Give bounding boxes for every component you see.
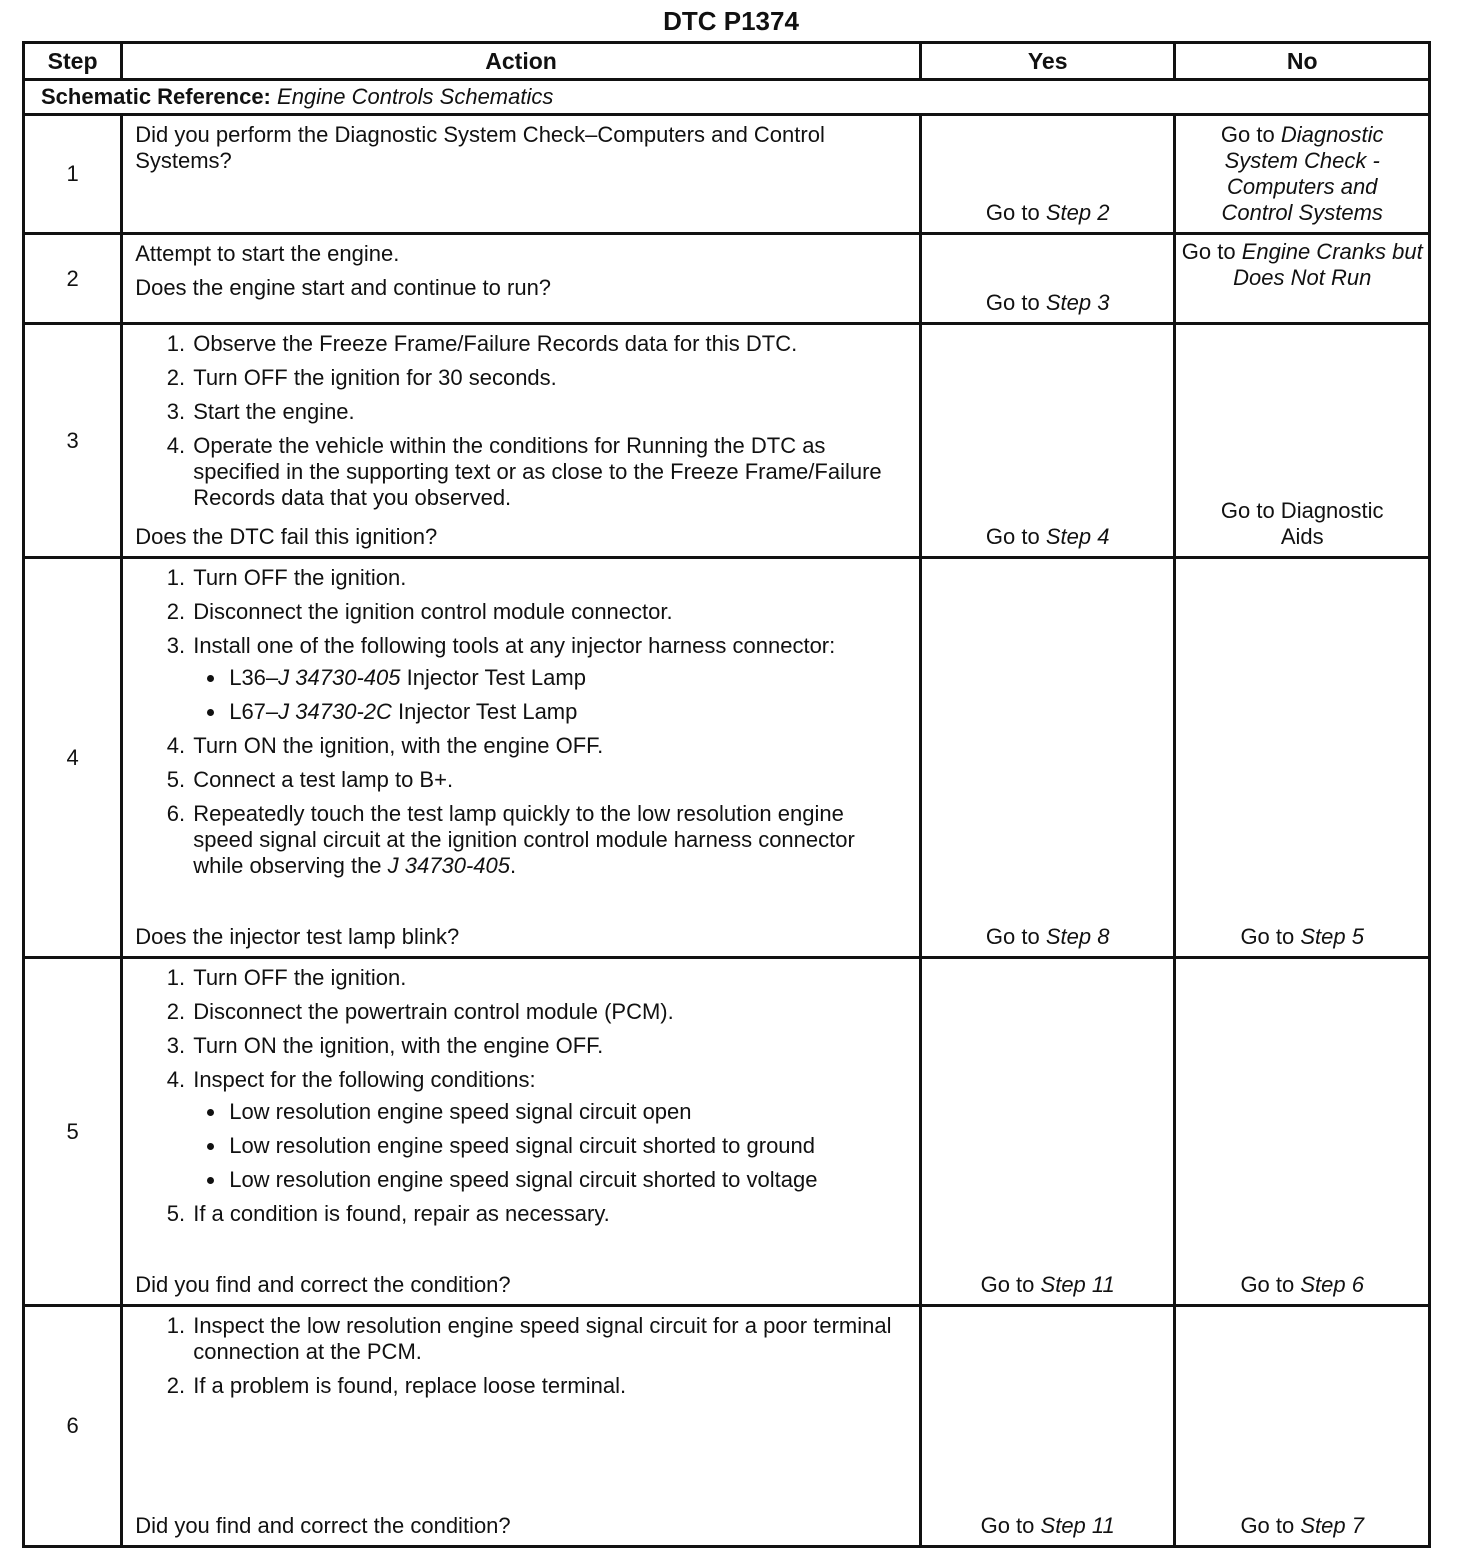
no-cell[interactable] [1175, 958, 1430, 1306]
tool-list [193, 665, 909, 725]
step-number: 1 [24, 115, 122, 234]
no-prefix: Go to [1240, 1272, 1295, 1297]
no-prefix: Go to [1240, 1513, 1295, 1538]
action-cell [122, 115, 921, 234]
yes-prefix: Go to [985, 524, 1040, 549]
condition-item: • Low resolution engine speed signal circuit shorted to ground [227, 1133, 909, 1159]
table-row [24, 115, 1430, 234]
yes-prefix: Go to [985, 290, 1040, 315]
condition-list [193, 1099, 909, 1193]
procedure-list [135, 331, 909, 519]
action-cell [122, 558, 921, 958]
list-item: 2. Disconnect the powertrain control module (PCM). [191, 999, 909, 1025]
list-item-text: Inspect for the following conditions: [193, 1067, 536, 1092]
action-question: Did you find and correct the condition? [135, 1513, 511, 1538]
list-item: 6. Repeatedly touch the test lamp quickly to the low resolution engine speed signal circuit at the ignition control module harness connector while observing the J 34730-405. [191, 801, 909, 879]
step-number: 3 [24, 324, 122, 558]
action-text: Attempt to start the engine. [135, 241, 400, 266]
no-cell[interactable] [1175, 558, 1430, 958]
yes-target-link[interactable]: Step 11 [1040, 1513, 1115, 1538]
schematic-link[interactable]: Engine Controls Schematics [277, 84, 554, 109]
schematic-label: Schematic Reference: [41, 84, 271, 109]
yes-prefix: Go to [985, 200, 1040, 225]
action-question: Does the DTC fail this ignition? [135, 524, 438, 549]
list-item: 4. Turn ON the ignition, with the engine OFF. [191, 733, 909, 759]
tool-number: J 34730-2C [278, 699, 392, 724]
header-no: No [1175, 43, 1430, 80]
table-row [24, 558, 1430, 958]
procedure-list [135, 565, 909, 887]
yes-prefix: Go to [985, 924, 1040, 949]
yes-prefix: Go to [980, 1513, 1035, 1538]
list-item: 4. Operate the vehicle within the conditions for Running the DTC as specified in the supporting text or as close to the Freeze Frame/Failure Records data that you observed. [191, 433, 909, 511]
list-item: 2. Disconnect the ignition control module connector. [191, 599, 909, 625]
list-item-text: Install one of the following tools at any injector harness connector: [193, 633, 836, 658]
yes-cell[interactable] [920, 958, 1175, 1306]
condition-item: • Low resolution engine speed signal circuit shorted to voltage [227, 1167, 909, 1193]
list-item: 3. Turn ON the ignition, with the engine OFF. [191, 1033, 909, 1059]
table-row [24, 1306, 1430, 1547]
header-step: Step [24, 43, 122, 80]
header-action: Action [122, 43, 921, 80]
tool-number: J 34730-405 [278, 665, 401, 690]
list-item: 5. If a condition is found, repair as necessary. [191, 1201, 909, 1227]
action-cell [122, 958, 921, 1306]
condition-item: • Low resolution engine speed signal circuit open [227, 1099, 909, 1125]
yes-cell[interactable] [920, 558, 1175, 958]
list-item: 2. If a problem is found, replace loose terminal. [191, 1373, 909, 1399]
list-item: 2. Turn OFF the ignition for 30 seconds. [191, 365, 909, 391]
yes-target-link[interactable]: Step 11 [1040, 1272, 1115, 1297]
step-number: 5 [24, 958, 122, 1306]
no-prefix: Go to [1240, 924, 1295, 949]
list-item: 1. Turn OFF the ignition. [191, 965, 909, 991]
header-row [24, 43, 1430, 80]
action-question: Does the engine start and continue to run? [135, 275, 552, 300]
page-title: DTC P1374 [663, 6, 799, 36]
no-target-link[interactable]: Step 5 [1300, 924, 1364, 949]
list-item: 5. Connect a test lamp to B+. [191, 767, 909, 793]
yes-cell[interactable] [920, 115, 1175, 234]
list-item: 1. Turn OFF the ignition. [191, 565, 909, 591]
list-item: 3. Start the engine. [191, 399, 909, 425]
schematic-row [24, 80, 1430, 115]
procedure-list [135, 965, 909, 1235]
step-number: 6 [24, 1306, 122, 1547]
yes-cell[interactable] [920, 324, 1175, 558]
no-prefix: Go to [1181, 239, 1236, 264]
table-row [24, 324, 1430, 558]
step-number: 2 [24, 234, 122, 324]
action-cell [122, 234, 921, 324]
yes-target-link[interactable]: Step 4 [1045, 524, 1110, 549]
step-number: 4 [24, 558, 122, 958]
table-row [24, 234, 1430, 324]
procedure-list [135, 1313, 909, 1407]
yes-prefix: Go to [980, 1272, 1035, 1297]
yes-cell[interactable] [920, 234, 1175, 324]
yes-cell[interactable] [920, 1306, 1175, 1547]
no-prefix: Go to [1220, 122, 1275, 147]
no-cell[interactable] [1175, 115, 1430, 234]
action-question: Does the injector test lamp blink? [135, 924, 460, 949]
list-item [191, 1067, 909, 1193]
header-yes: Yes [920, 43, 1175, 80]
yes-target-link[interactable]: Step 2 [1045, 200, 1110, 225]
action-question: Did you perform the Diagnostic System Check–Computers and Control Systems? [135, 122, 825, 173]
tool-item: • L67–J 34730-2C Injector Test Lamp [227, 699, 909, 725]
action-question: Did you find and correct the condition? [135, 1272, 511, 1297]
yes-target-link[interactable]: Step 8 [1045, 924, 1110, 949]
no-cell[interactable] [1175, 1306, 1430, 1547]
yes-target-link[interactable]: Step 3 [1045, 290, 1110, 315]
no-target-link[interactable]: Engine Cranks but Does Not Run [1233, 239, 1423, 290]
action-cell [122, 324, 921, 558]
list-item: 1. Observe the Freeze Frame/Failure Records data for this DTC. [191, 331, 909, 357]
tool-number: J 34730-405 [387, 853, 510, 878]
no-target-link[interactable]: Step 6 [1300, 1272, 1364, 1297]
no-target-link[interactable]: Diagnostic System Check - Computers and Control Systems [1221, 122, 1384, 225]
tool-item: • L36–J 34730-405 Injector Test Lamp [227, 665, 909, 691]
no-cell[interactable] [1175, 324, 1430, 558]
table-row [24, 958, 1430, 1306]
list-item [191, 633, 909, 725]
no-target-link[interactable]: Step 7 [1300, 1513, 1364, 1538]
list-item: 1. Inspect the low resolution engine speed signal circuit for a poor terminal connection at the PCM. [191, 1313, 909, 1365]
no-target-link[interactable]: Go to Diagnostic Aids [1220, 498, 1384, 549]
action-cell [122, 1306, 921, 1547]
no-cell[interactable] [1175, 234, 1430, 324]
diagnostic-table [22, 41, 1431, 1548]
schematic-reference [24, 80, 1430, 115]
